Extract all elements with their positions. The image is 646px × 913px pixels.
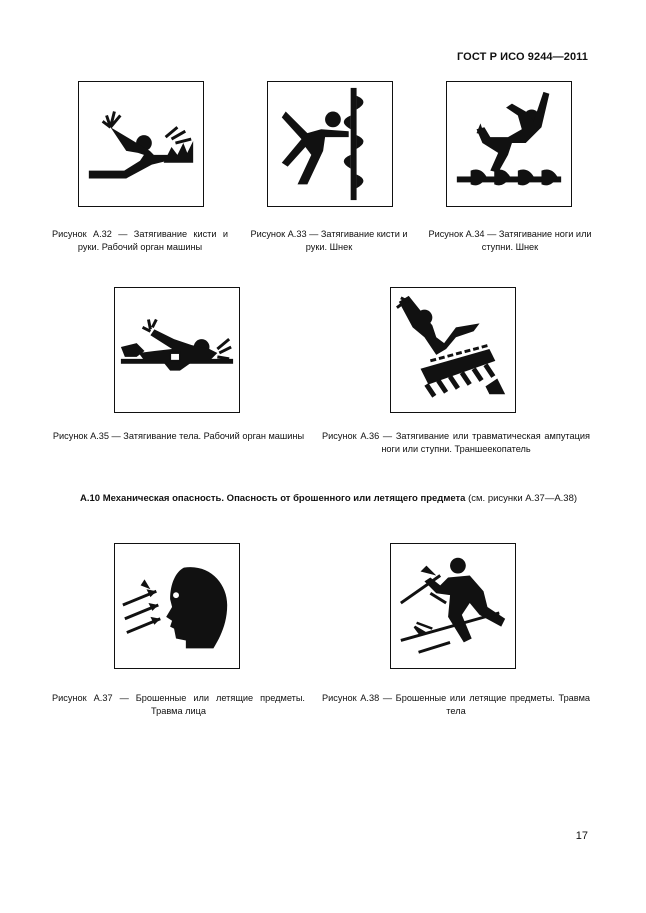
- figure-a35-caption: Рисунок А.35 — Затягивание тела. Рабочий орган машины: [52, 431, 305, 441]
- body-entanglement-machine-icon: [115, 288, 239, 412]
- figure-a32: [78, 81, 204, 207]
- figure-a38-caption: Рисунок А.38 — Брошенные или летящие предметы. Травма тела: [322, 693, 590, 716]
- page-number: 17: [575, 830, 588, 842]
- hand-arm-entanglement-auger-icon: [268, 82, 392, 206]
- figure-a37-caption: Рисунок А.37 — Брошенные или летящие предметы. Травма лица: [52, 693, 305, 716]
- figure-a36: [390, 287, 516, 413]
- thrown-objects-body-icon: [391, 544, 515, 668]
- figure-a38: [390, 543, 516, 669]
- section-a10-reference: (см. рисунки А.37—А.38): [465, 493, 578, 504]
- hand-arm-entanglement-machine-icon: [79, 82, 203, 206]
- figure-a32-caption: Рисунок А.32 — Затягивание кисти и руки. Рабочий орган машины: [52, 229, 228, 252]
- foot-leg-entanglement-auger-icon: [447, 82, 571, 206]
- figure-a34-caption: Рисунок А.34 — Затягивание ноги или ступни. Шнек: [428, 229, 592, 252]
- figure-a37: [114, 543, 240, 669]
- section-a10-heading: А.10 Механическая опасность. Опасность от брошенного или летящего предмета: [80, 493, 466, 504]
- leg-amputation-trencher-icon: [391, 288, 515, 412]
- figure-a36-caption: Рисунок А.36 — Затягивание или травматическая ампутация ноги или ступни. Траншеекопатель: [322, 431, 590, 454]
- figure-a33: [267, 81, 393, 207]
- figure-a35: [114, 287, 240, 413]
- section-a10: [58, 492, 588, 505]
- figure-a34: [446, 81, 572, 207]
- document-code: ГОСТ Р ИСО 9244—2011: [456, 51, 588, 63]
- figure-a33-caption: Рисунок А.33 — Затягивание кисти и руки. Шнек: [250, 229, 408, 252]
- thrown-objects-face-icon: [115, 544, 239, 668]
